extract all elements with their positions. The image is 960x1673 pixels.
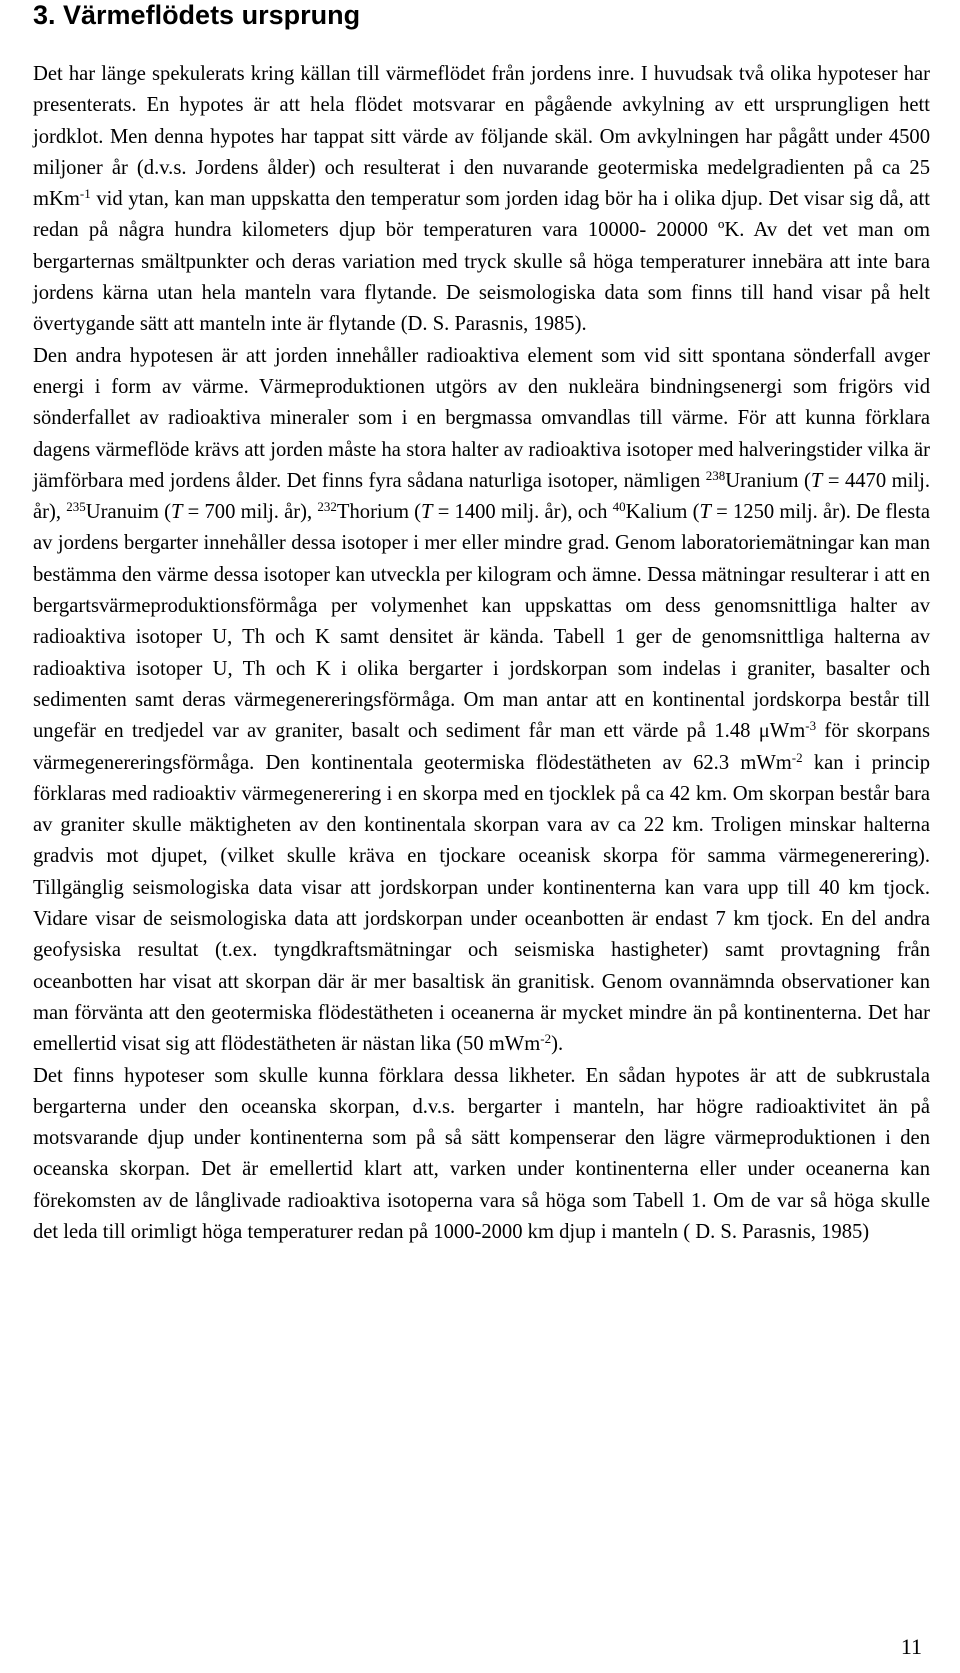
text-run: Det har länge spekulerats kring källan till värmeflödet från jordens inre. I huvudsak två olika hypoteser har presenterats. En hypotes är att hela flödet motsvarar en pågående avkylning av ett ursprungligen hett jordklot. Men denna hypotes har tappat sitt värde av följande skäl. Om avkylningen har pågått under 4500 miljoner år (d.v.s. Jordens ålder) och resulterat i den nuvarande geotermiska medelgradienten på ca 25 mKm	[33, 63, 930, 211]
superscript: -2	[540, 1031, 552, 1047]
text-run: Kalium (	[625, 501, 700, 524]
italic-symbol: T	[810, 469, 823, 492]
body-text	[33, 59, 930, 1248]
text-run: = 700 milj. år),	[182, 501, 318, 524]
page-number: 11	[900, 1634, 922, 1659]
superscript: 238	[705, 467, 726, 483]
text-run: kan i princip förklaras med radioaktiv värmegenerering i en skorpa med en tjocklek på ca 42 km. Om skorpan består bara av graniter skulle mäktigheten av den kontinentala skorpan vara av ca 22 km. Troligen minskar halterna gradvis mot djupet, (vilket skulle kräva en tjockare oceanisk skorpa för samma värmegenerering). Tillgänglig seismologiska data visar att jordskorpan under kontinenterna kan vara upp till 40 km tjock. Vidare visar de seismologiska data att jordskorpan under oceanbotten är endast 7 km tjock. En del andra geofysiska resultat (t.ex. tyngdkraftsmätningar och seismiska hastigheter) samt provtagning från oceanbotten har visat att skorpan där är mer basaltisk än granitisk. Genom ovannämnda observationer kan man förvänta att den geotermiska flödestätheten i oceanerna är mycket mindre än på kontinenterna. Det har emellertid visat sig att flödestätheten är nästan lika (50 mWm	[33, 751, 930, 1056]
text-run: Uranium (	[725, 469, 811, 492]
section-heading: 3. Värmeflödets ursprung	[33, 0, 361, 30]
italic-symbol: T	[699, 501, 711, 524]
italic-symbol: T	[171, 501, 183, 524]
text-run: = 1250 milj. år). De flesta av jordens bergarter innehåller dessa isotoper i mer eller mindre grad. Genom laboratoriemätningar kan man bestämma den värme dessa isotoper kan utveckla per kilogram och ämne. Dessa mätningar resulterar i att en bergartsvärmeproduktionsförmåga per volymenhet kan uppskattas om dess genomsnittliga halter av radioaktiva isotoper U, Th och K samt densitet är kända. Tabell 1 ger de genomsnittliga halterna av radioaktiva isotoper U, Th och K i olika bergarter i jordskorpan som indelas i graniter, basalter och sedimenten samt deras värmegenereringsförmåga. Om man antar att en kontinental jordskorpa består till ungefär en tredjedel var av graniter, basalt och sediment får man ett värde på 1.48 μWm	[33, 501, 930, 743]
text-run: Uranuim (	[85, 501, 171, 524]
superscript: 235	[66, 499, 86, 515]
superscript: -2	[791, 749, 803, 765]
text-run: för skorpans värmegenereringsförmåga. Den kontinentala geotermiska flödestätheten av 62.3 mWm	[33, 720, 930, 774]
text-run: Thorium (	[336, 501, 422, 524]
superscript: 40	[612, 499, 626, 515]
text-run: ).	[551, 1033, 564, 1056]
text-run: = 1400 milj. år), och	[432, 501, 613, 524]
text-run: Det finns hypoteser som skulle kunna förklara dessa likheter. En sådan hypotes är att de subkrustala bergarterna under den oceanska skorpan, d.v.s. bergarter i manteln, har högre radioaktivitet än på motsvarande djup under kontinenterna som på så sätt kompenserar den lägre värmeproduktionen i den oceanska skorpan. Det är emellertid klart att, varken under kontinenterna eller under oceanerna kan förekomsten av de långlivade radioaktiva isotoperna vara så höga som Tabell 1. Om de var så höga skulle det leda till orimligt höga temperaturer redan på 1000-2000 km djup i manteln ( D. S. Parasnis, 1985)	[33, 1064, 930, 1243]
superscript: -3	[805, 718, 817, 734]
superscript: -1	[79, 186, 91, 202]
text-run: Den andra hypotesen är att jorden innehåller radioaktiva element som vid sitt spontana sönderfall avger energi i form av värme. Värmeproduktionen utgörs av den nukleära bindningsenergi som frigörs vid sönderfallet av radioaktiva mineraler som i en bergmassa omvandlas till värme. För att kunna förklara dagens värmeflöde krävs att jorden måste ha stora halter av radioaktiva isotoper med halveringstider vilka är jämförbara med jordens ålder. Det finns fyra sådana naturliga isotoper, nämligen	[33, 344, 930, 492]
paragraph	[33, 1061, 930, 1249]
text-run: = 4470 milj. år),	[33, 469, 930, 524]
italic-symbol: T	[421, 501, 433, 524]
paragraph	[33, 341, 930, 1061]
paragraph	[33, 59, 930, 341]
text-run: vid ytan, kan man uppskatta den temperatur som jorden idag bör ha i olika djup. Det visar sig då, att redan på några hundra kilometers djup bör temperaturen vara 10000- 20000 ºK. Av det vet man om bergarternas smältpunkter och deras variation med tryck skulle så höga temperaturer innebära att inte bara jordens kärna utan hela manteln vara flytande. De seismologiska data som finns till hand visar på helt övertygande sätt att manteln inte är flytande (D. S. Parasnis, 1985).	[33, 188, 930, 336]
superscript: 232	[317, 499, 337, 515]
